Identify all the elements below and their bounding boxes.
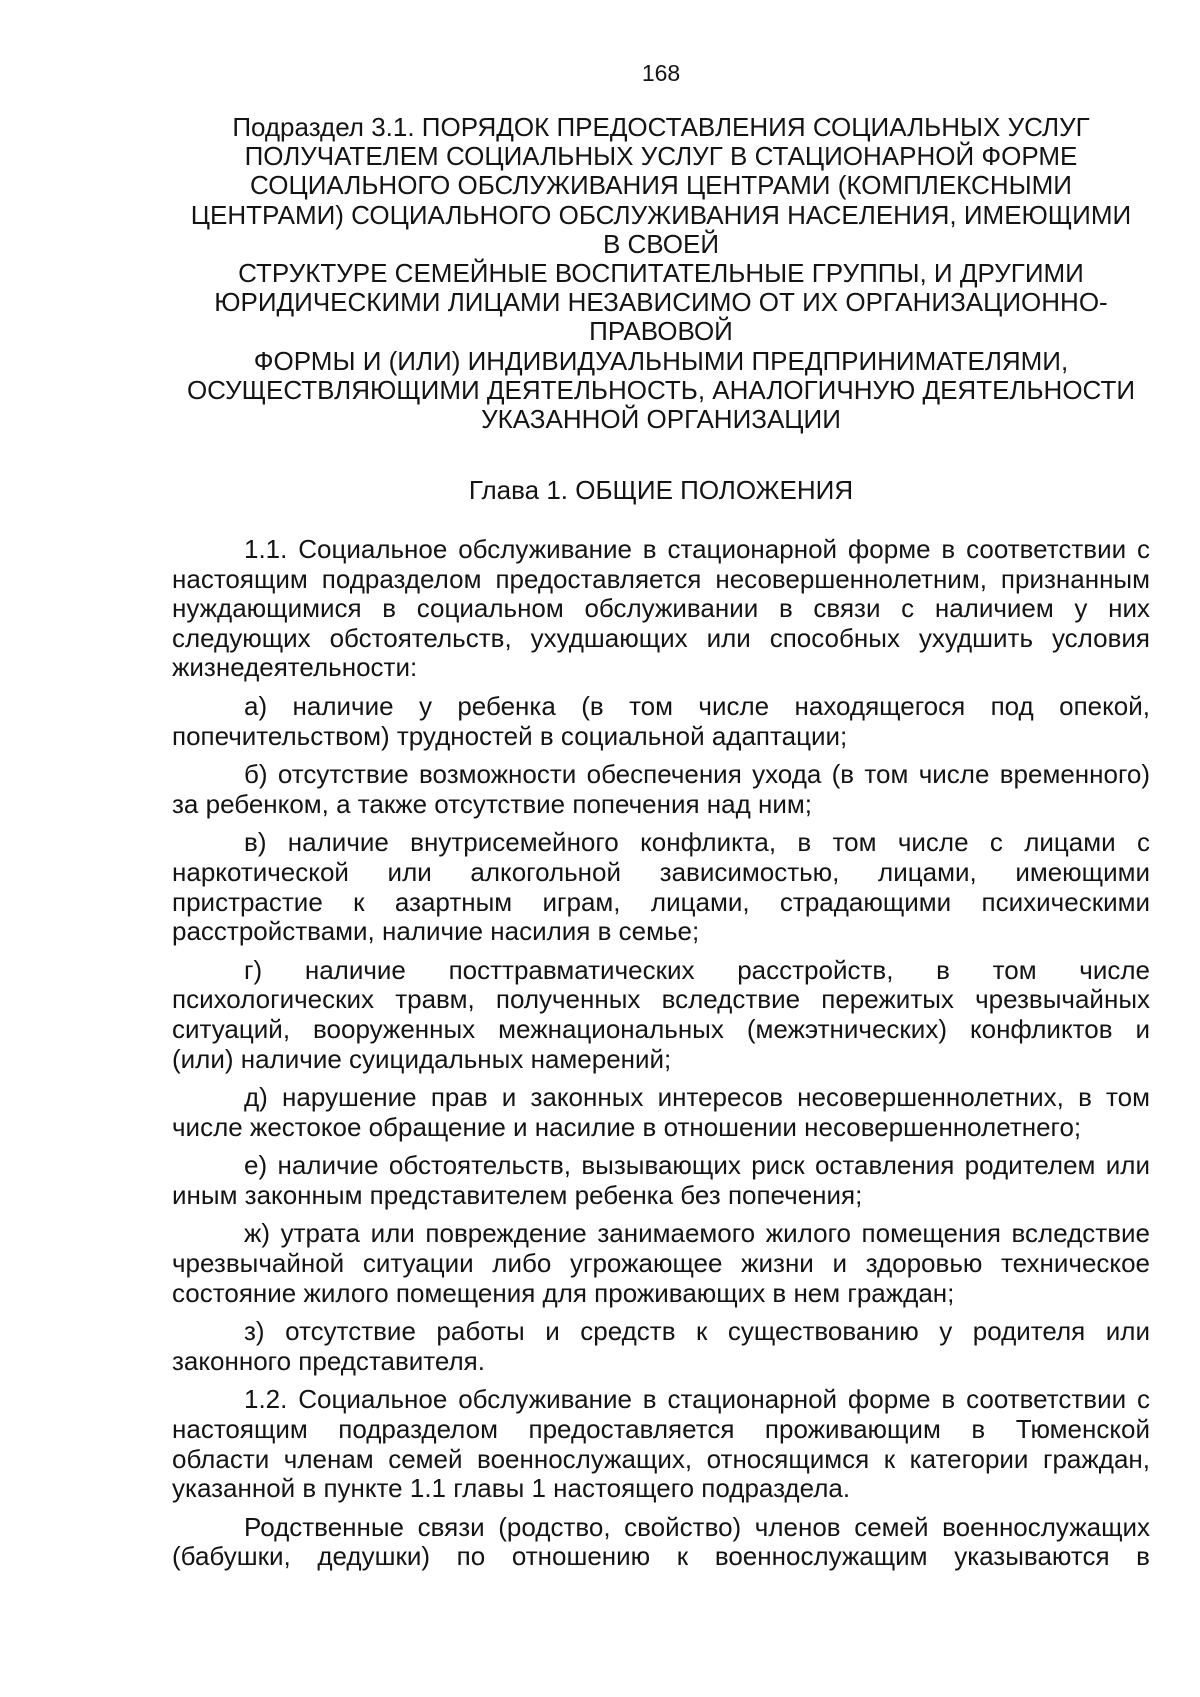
- paragraph-line: попечительством) трудностей в социальной адаптации;: [172, 720, 848, 751]
- subsection-title-line: Подраздел 3.1. ПОРЯДОК ПРЕДОСТАВЛЕНИЯ СОЦИАЛЬНЫХ УСЛУГ: [232, 112, 1090, 142]
- paragraph-line: расстройствами, наличие насилия в семье;: [172, 916, 700, 947]
- paragraph: [172, 1385, 1150, 1503]
- subsection-title-line: УКАЗАННОЙ ОРГАНИЗАЦИИ: [481, 404, 841, 435]
- paragraph-line: состояние жилого помещения для проживающих в нем граждан;: [172, 1277, 955, 1308]
- paragraph-line: д) нарушение прав и законных интересов несовершеннолетних, в том: [244, 1082, 1150, 1113]
- paragraph-line: в) наличие внутрисемейного конфликта, в том числе с лицами с: [244, 827, 1150, 858]
- paragraph-line: следующих обстоятельств, ухудшающих или способных ухудшить условия: [172, 622, 1150, 653]
- paragraph: [172, 828, 1150, 946]
- subsection-title-line: СТРУКТУРЕ СЕМЕЙНЫЕ ВОСПИТАТЕЛЬНЫЕ ГРУППЫ, И ДРУГИМИ: [238, 258, 1084, 289]
- paragraph-line: нуждающимися в социальном обслуживании в связи с наличием у них: [172, 593, 1150, 624]
- paragraph-line: Родственные связи (родство, свойство) членов семей военнослужащих: [244, 1511, 1150, 1542]
- subsection-title-line: ФОРМЫ И (ИЛИ) ИНДИВИДУАЛЬНЫМИ ПРЕДПРИНИМАТЕЛЯМИ,: [253, 345, 1069, 376]
- paragraph-line: наркотической или алкогольной зависимостью, лицами, имеющими: [172, 856, 1150, 887]
- document-body: [172, 535, 1150, 1581]
- paragraph-line: жизнедеятельности:: [172, 652, 418, 683]
- paragraph: [172, 1151, 1150, 1210]
- paragraph: [172, 692, 1150, 751]
- page-number: 168: [641, 60, 681, 86]
- subsection-title: [172, 113, 1150, 434]
- paragraph: [172, 1219, 1150, 1308]
- paragraph: [172, 1513, 1150, 1572]
- paragraph-line: г) наличие посттравматических расстройств, в том числе: [244, 954, 1150, 985]
- subsection-title-line: ПРАВОВОЙ: [589, 316, 733, 347]
- subsection-title-line: ЦЕНТРАМИ) СОЦИАЛЬНОГО ОБСЛУЖИВАНИЯ НАСЕЛЕНИЯ, ИМЕЮЩИМИ: [190, 199, 1132, 230]
- paragraph-line: указанной в пункте 1.1 главы 1 настоящего подраздела.: [172, 1473, 851, 1504]
- paragraph-line: области членам семей военнослужащих, относящимся к категории граждан,: [172, 1443, 1150, 1474]
- paragraph-line: (бабушки, дедушки) по отношению к военнослужащим указываются в: [172, 1541, 1150, 1572]
- paragraph-line: з) отсутствие работы и средств к существованию у родителя или: [244, 1316, 1150, 1347]
- paragraph-line: настоящим подразделом предоставляется несовершеннолетним, признанным: [172, 563, 1150, 594]
- paragraph-line: пристрастие к азартным играм, лицами, страдающими психическими: [172, 886, 1150, 917]
- subsection-title-line: СОЦИАЛЬНОГО ОБСЛУЖИВАНИЯ ЦЕНТРАМИ (КОМПЛЕКСНЫМИ: [250, 170, 1072, 201]
- paragraph-line: иным законным представителем ребенка без попечения;: [172, 1179, 863, 1210]
- paragraph-line: числе жестокое обращение и насилие в отношении несовершеннолетнего;: [172, 1111, 1082, 1142]
- paragraph-line: 1.1. Социальное обслуживание в стационарной форме в соответствии с: [244, 534, 1150, 564]
- paragraph: [172, 1317, 1150, 1376]
- paragraph-line: 1.2. Социальное обслуживание в стационарной форме в соответствии с: [244, 1384, 1150, 1415]
- paragraph-line: настоящим подразделом предоставляется проживающим в Тюменской: [172, 1414, 1150, 1445]
- paragraph-line: б) отсутствие возможности обеспечения ухода (в том числе временного): [244, 759, 1150, 790]
- subsection-title-line: ЮРИДИЧЕСКИМИ ЛИЦАМИ НЕЗАВИСИМО ОТ ИХ ОРГАНИЗАЦИОННО-: [214, 287, 1108, 318]
- paragraph-line: ситуаций, вооруженных межнациональных (межэтнических) конфликтов и: [172, 1013, 1150, 1044]
- chapter-title: Глава 1. ОБЩИЕ ПОЛОЖЕНИЯ: [468, 475, 854, 505]
- paragraph: [172, 956, 1150, 1074]
- paragraph: [172, 535, 1150, 683]
- paragraph-line: законного представителя.: [172, 1345, 485, 1376]
- paragraph-line: чрезвычайной ситуации либо угрожающее жизни и здоровью техническое: [172, 1248, 1150, 1279]
- paragraph: [172, 1083, 1150, 1142]
- paragraph-line: а) наличие у ребенка (в том числе находящегося под опекой,: [244, 690, 1150, 721]
- paragraph-line: психологических травм, полученных вследствие пережитых чрезвычайных: [172, 984, 1150, 1015]
- paragraph: [172, 760, 1150, 819]
- paragraph-line: е) наличие обстоятельств, вызывающих риск оставления родителем или: [244, 1150, 1150, 1181]
- subsection-title-line: В СВОЕЙ: [602, 228, 720, 259]
- paragraph-line: (или) наличие суицидальных намерений;: [172, 1043, 672, 1074]
- subsection-title-line: ОСУЩЕСТВЛЯЮЩИМИ ДЕЯТЕЛЬНОСТЬ, АНАЛОГИЧНУЮ ДЕЯТЕЛЬНОСТИ: [186, 374, 1136, 405]
- paragraph-line: за ребенком, а также отсутствие попечения над ним;: [172, 788, 812, 819]
- paragraph-line: ж) утрата или повреждение занимаемого жилого помещения вследствие: [244, 1218, 1150, 1249]
- subsection-title-line: ПОЛУЧАТЕЛЕМ СОЦИАЛЬНЫХ УСЛУГ В СТАЦИОНАРНОЙ ФОРМЕ: [244, 141, 1078, 172]
